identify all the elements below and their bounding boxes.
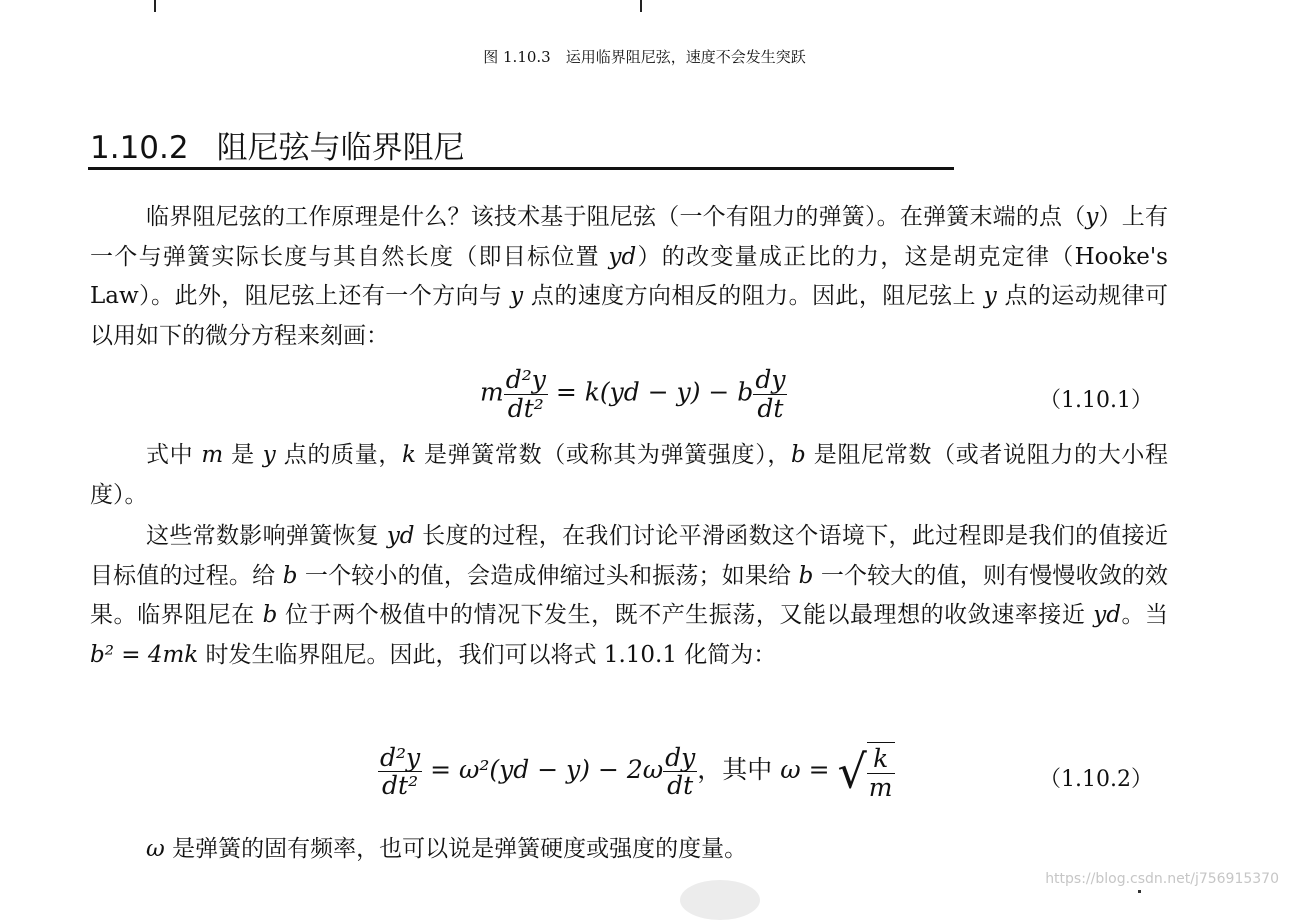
section-number: 1.10.2 (90, 130, 189, 166)
var-y: y (510, 283, 524, 309)
eq2-middle: = ω²(yd − y) − 2ω (422, 755, 664, 784)
var-b: b (262, 602, 278, 628)
paragraph-3 (90, 517, 1168, 675)
eq1-lhs-numerator: d²y (505, 365, 546, 394)
var-y: y (262, 442, 276, 468)
sqrt-denominator: m (868, 772, 893, 802)
para1-text-5: 点的运动规律可以用如下的微分方程来刻画： (90, 283, 1169, 349)
para2-text-1: 式中 (146, 442, 202, 468)
para3-text-1: 这些常数影响弹簧恢复 (146, 523, 387, 549)
para2-text-4: 是弹簧常数（或称其为弹簧强度）， (415, 442, 792, 468)
equation-2 (378, 742, 895, 801)
para2-text-3: 点的质量， (275, 442, 403, 468)
sqrt-numerator: k (867, 745, 895, 774)
eq1-rhs-fraction (753, 366, 787, 422)
paragraph-4 (90, 830, 1168, 870)
eq2-rhs-denominator: dt (667, 771, 694, 800)
para3-text-6: 。当 (1120, 602, 1169, 628)
para3-text-5: 位于两个极值中的情况下发生，既不产生振荡，又能以最理想的收敛速率接近 (277, 602, 1094, 628)
eq2-lhs-numerator: d²y (380, 742, 421, 772)
var-b: b (282, 562, 298, 589)
eq1-rhs-denominator: dt (757, 393, 784, 423)
equation-1 (480, 366, 787, 422)
eq1-m: m (480, 377, 504, 407)
paragraph-1 (90, 198, 1168, 356)
para1-text-2: ）上有一个与弹簧实际长度与其自然长度（即目标位置 (90, 204, 1169, 270)
heading-rule (88, 167, 954, 170)
eq2-lhs-denominator: dt² (382, 771, 419, 800)
var-b: b (798, 562, 814, 589)
eq2-where-text: ，其中 (697, 755, 781, 784)
var-omega: ω (146, 836, 165, 862)
section-heading (90, 122, 465, 167)
var-yd: yd (608, 243, 637, 270)
scan-dot (1138, 890, 1141, 893)
sqrt-fraction (867, 745, 895, 801)
eq1-lhs-denominator: dt² (507, 393, 544, 423)
eq2-omega-def: ω = (780, 755, 838, 784)
eq1-middle: = k(yd − y) − b (547, 377, 754, 407)
figure-caption: 图 1.10.3 运用临界阻尼弦，速度不会发生突跃 (483, 48, 806, 66)
equation-1-number: （1.10.1） (1039, 388, 1153, 413)
var-b: b (791, 442, 806, 468)
paragraph-2 (90, 436, 1168, 515)
critical-condition: b² = 4mk (90, 641, 199, 668)
para3-text-2: 长度的过程，在我们讨论平滑函数这个语境下，此过程即是我们的值接近目标值的过程。给 (90, 523, 1169, 589)
para1-text-4: 点的速度方向相反的阻力。因此，阻尼弦上 (523, 283, 984, 309)
para1-text-3: ）的改变量成正比的力，这是胡克定律（Hooke's Law）。此外，阻尼弦上还有一个方向与 (90, 243, 1168, 309)
para3-text-7: 时发生临界阻尼。因此，我们可以将式 1.10.1 化简为： (198, 641, 777, 668)
sqrt-radicand (867, 742, 895, 801)
para1-text-1: 临界阻尼弦的工作原理是什么？该技术基于阻尼弦（一个有阻力的弹簧）。在弹簧末端的点（ (146, 204, 1086, 230)
eq2-lhs-fraction (378, 744, 422, 800)
var-y: y (1085, 204, 1099, 230)
equation-2-number: （1.10.2） (1039, 767, 1153, 792)
eq1-lhs-fraction (504, 366, 548, 422)
eq2-sqrt (837, 742, 894, 801)
eq2-rhs-numerator: dy (665, 742, 696, 772)
var-yd: yd (386, 523, 415, 549)
var-y: y (983, 283, 997, 309)
scan-smudge (680, 880, 760, 920)
top-edge-mark-left (154, 0, 156, 12)
eq1-rhs-numerator: dy (755, 365, 786, 394)
para3-text-4: 一个较大的值，则有慢慢收敛的效果。临界阻尼在 (90, 562, 1169, 628)
para3-text-3: 一个较小的值，会造成伸缩过头和振荡；如果给 (297, 562, 799, 589)
sqrt-sign: √ (837, 744, 867, 799)
var-yd: yd (1093, 602, 1121, 628)
watermark: https://blog.csdn.net/j756915370 (1045, 871, 1279, 887)
section-title: 阻尼弦与临界阻尼 (216, 130, 465, 166)
var-k: k (402, 442, 416, 468)
top-edge-mark-right (640, 0, 642, 12)
eq2-rhs-fraction (663, 744, 697, 800)
para2-text-2: 是 (223, 442, 263, 468)
para4-text-1: 是弹簧的固有频率，也可以说是弹簧硬度或强度的度量。 (164, 836, 748, 862)
para2-text-5: 是阻尼常数（或者说阻力的大小程度）。 (90, 442, 1169, 508)
var-m: m (201, 442, 224, 468)
